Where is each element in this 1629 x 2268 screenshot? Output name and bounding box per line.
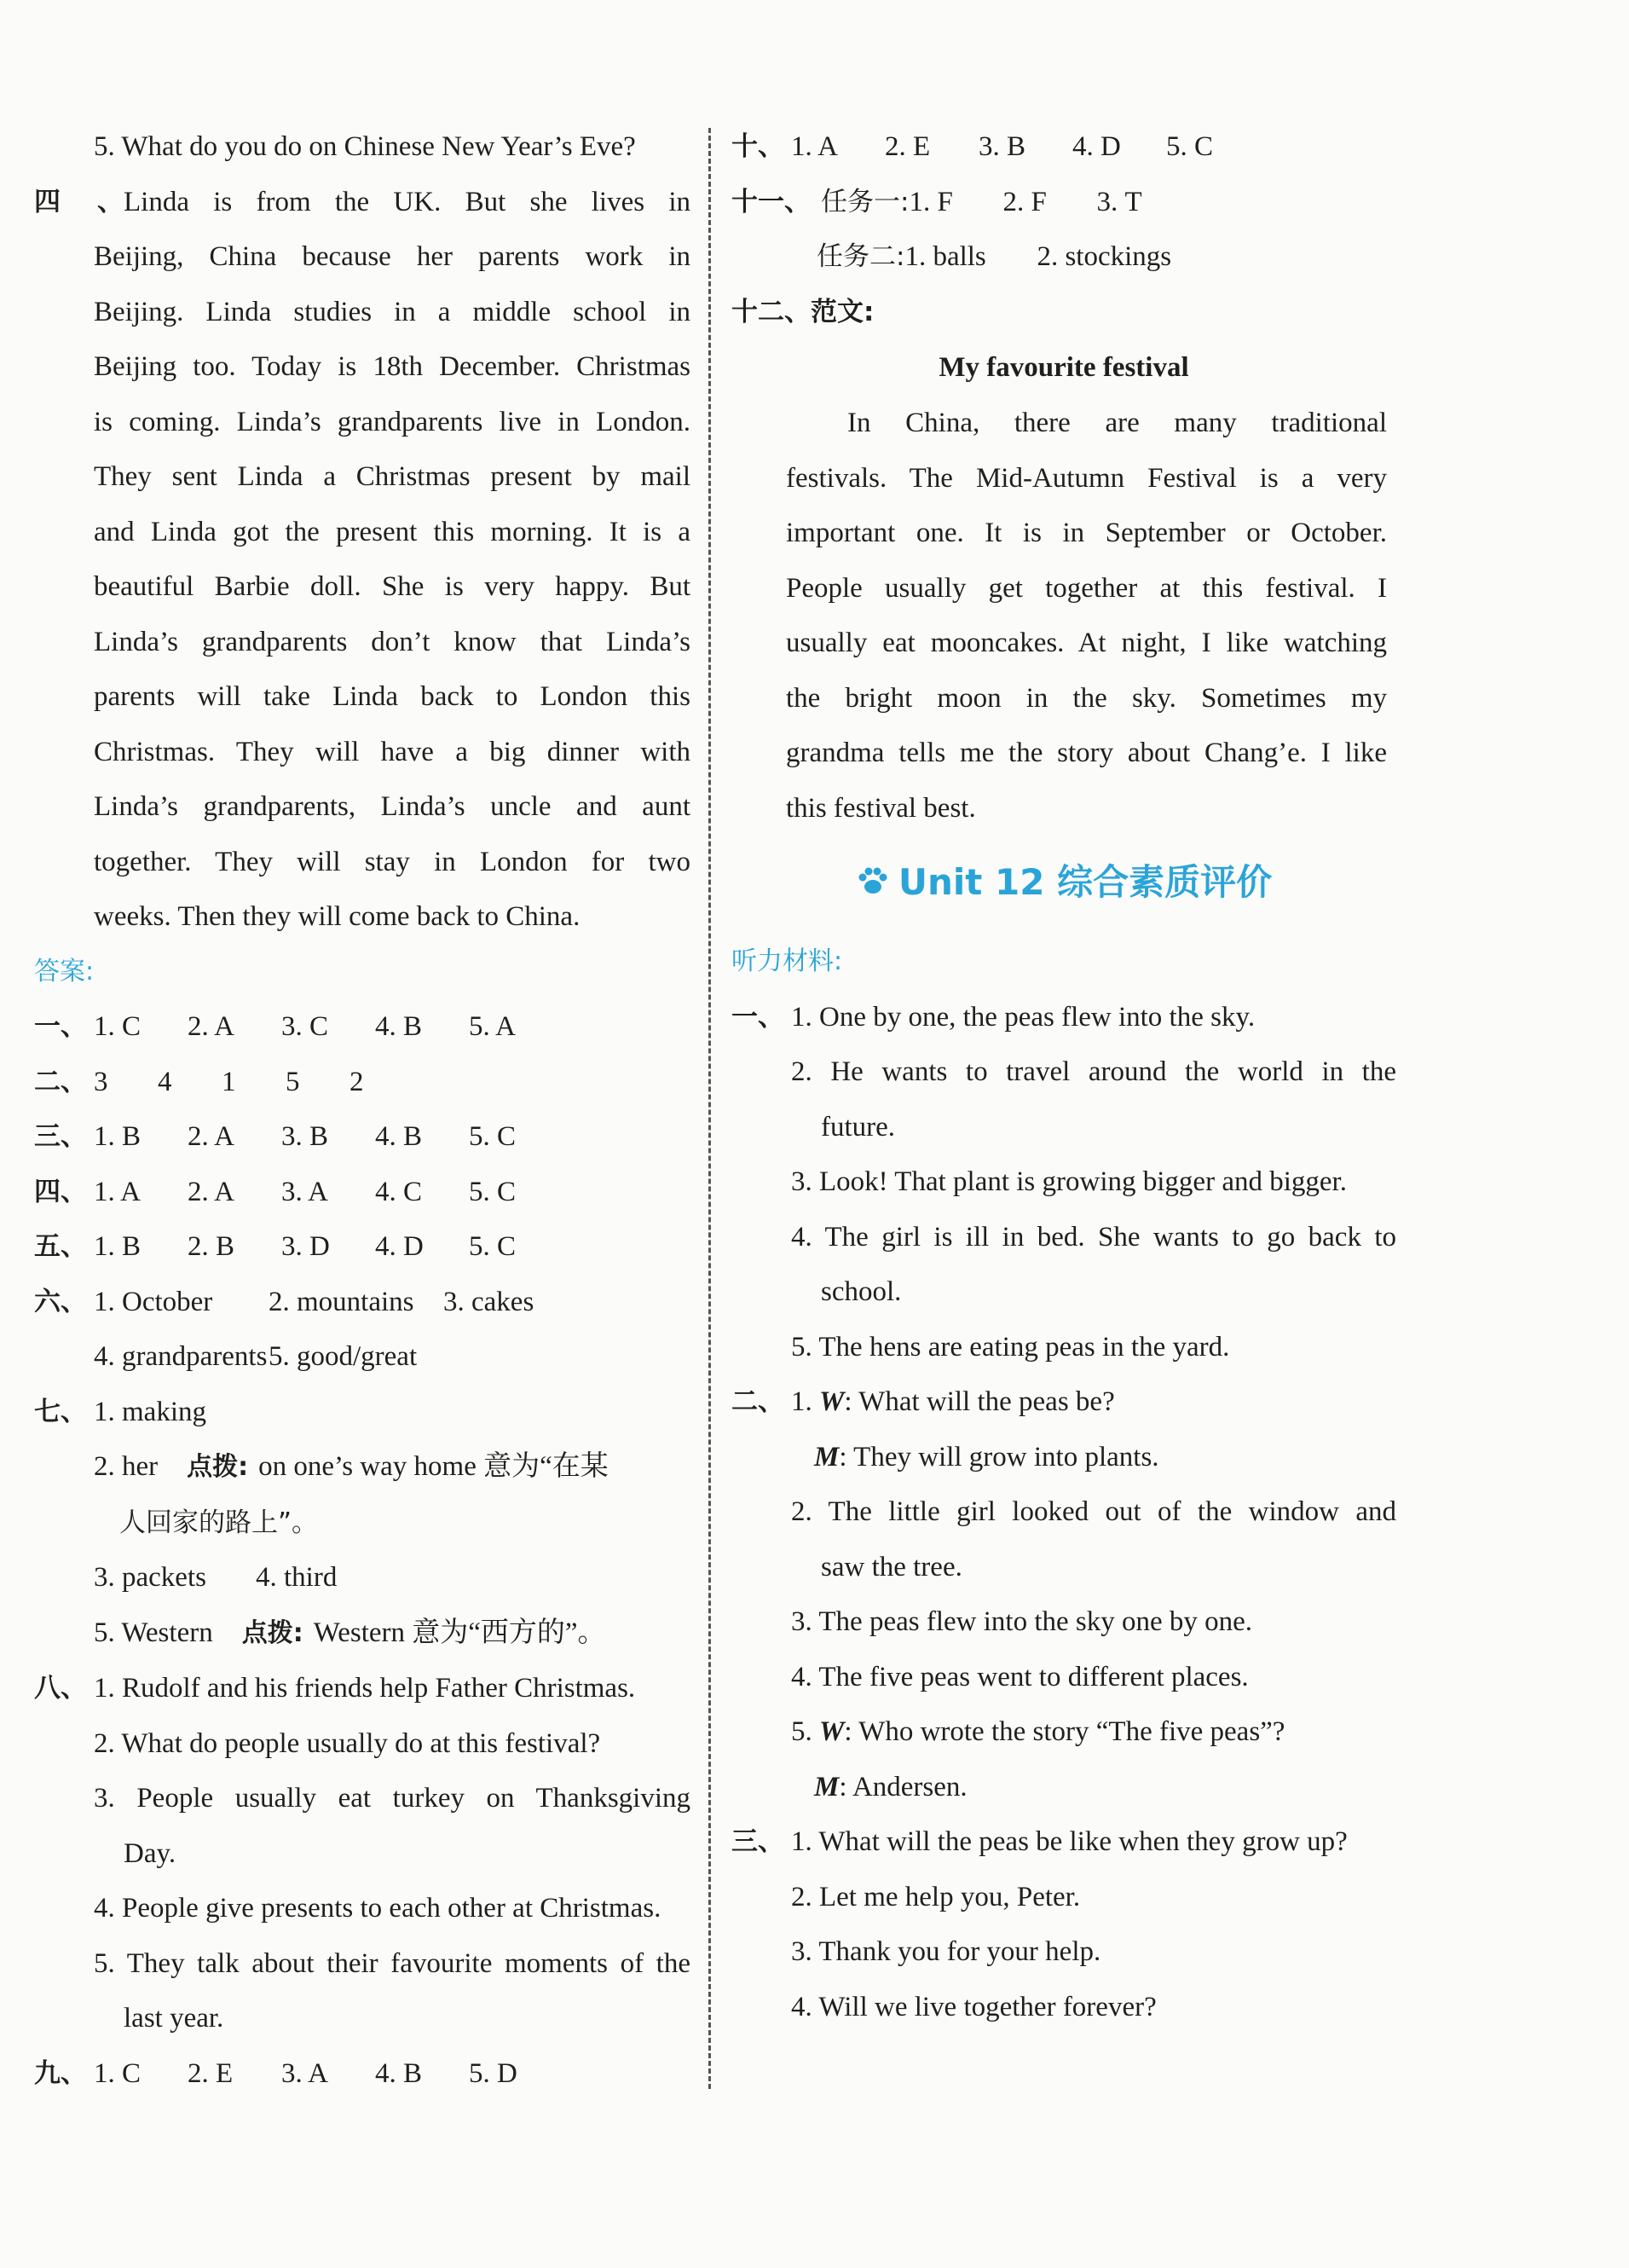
essay-line: usually eat mooncakes. At night, I like watching bbox=[786, 628, 1387, 658]
listening-1-4: 4. The girl is ill in bed. She wants to go back to bbox=[791, 1221, 1396, 1253]
answer-row-11-task2: 任务二:1. balls 2. stockings bbox=[817, 241, 1172, 272]
listening-2-5: 5. W: Who wrote the story “The five peas”? bbox=[791, 1716, 1285, 1747]
passage-line: Beijing too. Today is 18th December. Christmas bbox=[94, 351, 690, 382]
tip-label: 点拨: bbox=[187, 1452, 249, 1482]
essay-line: People usually get together at this festival. I bbox=[786, 572, 1387, 604]
passage-line: parents will take Linda back to London this bbox=[94, 681, 690, 712]
answer-row-11: 十一、 任务一:1. F 2. F 3. T bbox=[731, 186, 1142, 217]
essay-line: this festival best. bbox=[786, 792, 976, 824]
listening-2-3: 3. The peas flew into the sky one by one. bbox=[791, 1606, 1253, 1637]
listening-2-1-m: M: They will grow into plants. bbox=[814, 1441, 1159, 1472]
answer-row-7-2: 2. her 点拨: on one’s way home 意为“在某 bbox=[94, 1451, 609, 1482]
answer-row-7: 七、 1. making bbox=[34, 1396, 206, 1427]
passage-line: 四、Linda is from the UK. But she lives in bbox=[34, 175, 690, 230]
essay-line: grandma tells me the story about Chang’e. I like bbox=[786, 738, 1387, 768]
listening-2-2: 2. The little girl looked out of the window and bbox=[791, 1496, 1396, 1527]
essay-title: My favourite festival bbox=[939, 352, 1189, 383]
answer-row-8: 八、 1. Rudolf and his friends help Father Christmas. bbox=[34, 1673, 636, 1704]
answer-row-8-5-cont: last year. bbox=[124, 2003, 224, 2034]
answer-row-8-3: 3. People usually eat turkey on Thanksgiving bbox=[94, 1783, 690, 1814]
essay-body bbox=[731, 396, 1387, 836]
essay-line: In China, there are many traditional bbox=[847, 408, 1387, 438]
answer-row-9: 九、 1. C 2. E 3. A 4. B 5. D bbox=[34, 2057, 517, 2089]
answer-row-6-cont: 4. grandparents5. good/great bbox=[94, 1341, 418, 1372]
listening-3-3: 3. Thank you for your help. bbox=[791, 1936, 1101, 1967]
reading-passage bbox=[34, 175, 690, 945]
listening-1-2: 2. He wants to travel around the world in the bbox=[791, 1056, 1396, 1087]
passage-line: Linda’s grandparents don’t know that Linda’s bbox=[94, 626, 690, 657]
essay-line: festivals. The Mid-Autumn Festival is a very bbox=[786, 462, 1387, 494]
answer-row-10: 十、 1. A 2. E 3. B 4. D 5. C bbox=[731, 131, 1214, 162]
passage-line: weeks. Then they will come back to China. bbox=[94, 901, 581, 932]
passage-line: Beijing, China because her parents work in bbox=[94, 241, 690, 272]
answer-row-7-5: 5. Western 点拨: Western 意为“西方的”。 bbox=[94, 1617, 606, 1648]
passage-line: Christmas. They will have a big dinner with bbox=[94, 736, 690, 767]
passage-line: beautiful Barbie doll. She is very happy. But bbox=[94, 571, 690, 602]
answer-row-5: 五、 1. B 2. B 3. D 4. D 5. C bbox=[34, 1231, 517, 1262]
answer-row-8-5: 5. They talk about their favourite moments of the bbox=[94, 1947, 690, 1979]
answer-row-7-3: 3. packets 4. third bbox=[94, 1562, 338, 1593]
listening-3-2: 2. Let me help you, Peter. bbox=[791, 1881, 1081, 1912]
answer-row-8-4: 4. People give presents to each other at Christmas. bbox=[94, 1893, 661, 1924]
listening-heading: 听力材料: bbox=[731, 946, 843, 976]
passage-line: They sent Linda a Christmas present by mail bbox=[94, 461, 690, 492]
tip-label: 点拨: bbox=[241, 1617, 303, 1648]
passage-line: together. They will stay in London for two bbox=[94, 846, 690, 877]
answer-row-1: 一、 1. C 2. A 3. C 4. B 5. A bbox=[34, 1011, 517, 1042]
answer-row-8-2: 2. What do people usually do at this festival? bbox=[94, 1727, 601, 1759]
listening-1-5: 5. The hens are eating peas in the yard. bbox=[791, 1331, 1230, 1363]
essay-line: important one. It is in September or October. bbox=[786, 518, 1387, 548]
answer-row-8-3-cont: Day. bbox=[124, 1837, 176, 1869]
listening-2-1: 二、 1. W: What will the peas be? bbox=[731, 1386, 1115, 1417]
listening-3-4: 4. Will we live together forever? bbox=[791, 1991, 1157, 2022]
left-column bbox=[34, 119, 690, 2101]
unit-heading: Unit 12 综合素质评价 bbox=[731, 853, 1396, 912]
listening-1-1: 一、 1. One by one, the peas flew into the sky. bbox=[731, 1001, 1256, 1033]
answer-row-6: 六、 1. October 2. mountains 3. cakes bbox=[34, 1286, 534, 1317]
passage-line: Linda’s grandparents, Linda’s uncle and aunt bbox=[94, 791, 690, 822]
answers-heading: 答案: bbox=[34, 956, 95, 986]
answer-row-3: 三、 1. B 2. A 3. B 4. B 5. C bbox=[34, 1121, 517, 1152]
passage-line: and Linda got the present this morning. It is a bbox=[94, 516, 690, 547]
listening-1-4-cont: school. bbox=[821, 1276, 902, 1307]
question-5: 5. What do you do on Chinese New Year’s Eve? bbox=[94, 131, 636, 162]
answer-row-12: 十二、范文: bbox=[731, 296, 875, 327]
listening-2-5-m: M: Andersen. bbox=[814, 1771, 968, 1802]
listening-1-2-cont: future. bbox=[821, 1111, 896, 1143]
listening-2-4: 4. The five peas went to different places. bbox=[791, 1661, 1249, 1692]
right-column bbox=[731, 119, 1396, 2034]
passage-line: is coming. Linda’s grandparents live in London. bbox=[94, 406, 690, 437]
paw-icon bbox=[856, 864, 890, 898]
answer-row-7-2-cont: 人回家的路上”。 bbox=[119, 1507, 319, 1538]
essay-line: the bright moon in the sky. Sometimes my bbox=[786, 682, 1387, 714]
listening-3-1: 三、 1. What will the peas be like when they grow up? bbox=[731, 1826, 1348, 1857]
listening-2-2-cont: saw the tree. bbox=[821, 1551, 962, 1582]
answer-row-4: 四、 1. A 2. A 3. A 4. C 5. C bbox=[34, 1176, 517, 1207]
listening-1-3: 3. Look! That plant is growing bigger and bigger. bbox=[791, 1166, 1347, 1197]
answer-row-2: 二、 3 4 1 5 2 bbox=[34, 1066, 364, 1097]
column-divider bbox=[708, 128, 711, 2089]
section-label: 四、 bbox=[34, 186, 124, 217]
passage-line: Beijing. Linda studies in a middle school in bbox=[94, 296, 690, 327]
